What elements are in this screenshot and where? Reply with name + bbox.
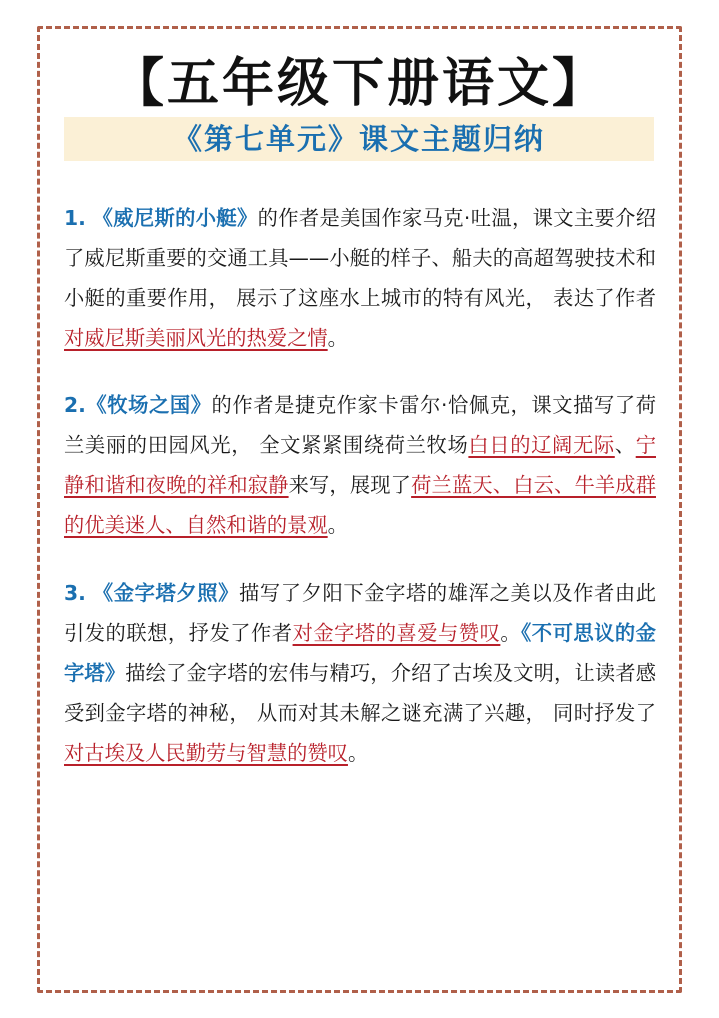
highlighted-theme: 宁静和谐和夜晚的祥和寂静 [64,433,656,497]
page-title: 【五年级下册语文】 [111,53,607,114]
highlighted-theme: 荷兰蓝天、白云、牛羊成群的优美迷人、自然和谐的景观 [64,473,656,537]
item-number: 3. [64,581,86,605]
book-title: 《威尼斯的小艇》 [92,206,258,230]
separator: 、 [614,433,636,457]
summary-paragraph-2 [64,385,656,545]
highlighted-theme: 白日的辽阔无际 [468,433,615,457]
body-text: 的作者是捷克作家卡雷尔·恰佩克，课文描写了荷兰美丽的田园风光， 全文紧紧围绕荷兰牧场 [64,393,656,457]
summary-paragraph-1 [64,198,656,358]
body-text: 描写了夕阳下金字塔的雄浑之美以及作者由此引发的联想，抒发了作者 [64,581,656,645]
page-subtitle: 《第七单元》课文主题归纳 [172,122,545,156]
highlighted-theme: 对古埃及人民勤劳与智慧的赞叹 [64,741,348,765]
body-text: 。 [500,621,522,645]
book-title: 《牧场之国》 [85,393,212,417]
highlighted-theme: 对金字塔的喜爱与赞叹 [292,621,501,645]
book-title: 《金字塔夕照》 [92,581,240,605]
summary-paragraph-3 [64,573,656,773]
book-title-2: 《不可思议的金字塔》 [64,621,656,685]
body-text: 来写，展现了 [288,473,412,497]
body-text: 的作者是美国作家马克·吐温，课文主要介绍了威尼斯重要的交通工具——小艇的样子、船夫的高超驾驶技术和小艇的重要作用， 展示了这座水上城市的特有风光， 表达了作者 [64,206,656,310]
item-number: 2. [64,393,86,417]
body-text-end: 。 [347,741,369,765]
body-text: 描绘了金字塔的宏伟与精巧，介绍了古埃及文明，让读者感受到金字塔的神秘， 从而对其未解之谜充满了兴趣， 同时抒发了 [64,661,656,725]
body-text-end: 。 [327,326,348,350]
body-text-end: 。 [327,513,348,537]
item-number: 1. [64,206,86,230]
highlighted-theme: 对威尼斯美丽风光的热爱之情 [64,326,328,350]
